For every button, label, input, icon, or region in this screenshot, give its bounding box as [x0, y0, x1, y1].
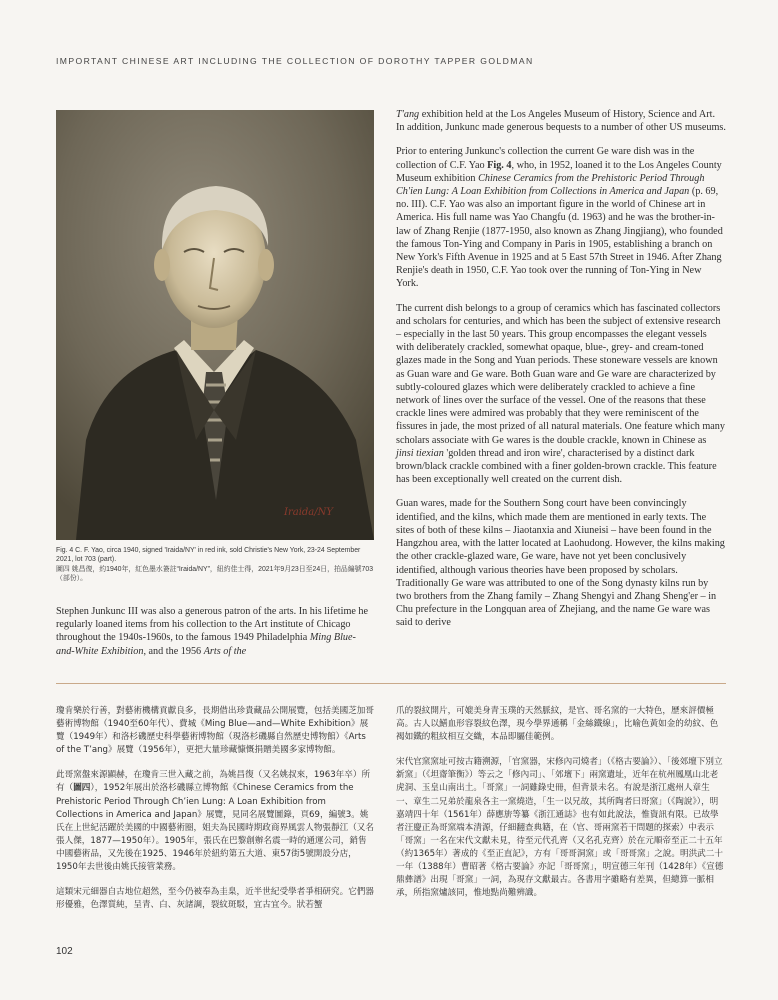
paragraph [56, 605, 374, 658]
paragraph: Guan wares, made for the Southern Song court have been convincingly identified, and the kilns, which made them are mentioned in early texts. The sites of both of these kilns – Jiaotanxia and Xiuneisi – have been found in the Hangzhou area, with the latter located at Laohudong. However, the kilns making the other crackle-glazed ware, Ge ware, have not yet been conclusively identified, although various theories have been proposed by scholars. Traditionally Ge ware was attributed to one of the Song dynasty kilns run by two brothers from the Zhang family – Zhang Shengyi and Zhang Sheng'er – in Chu prefecture in the Longquan area of Zhejiang, and the name Ge ware was said to derive [396, 498, 725, 629]
paragraph: 爪的裂紋開片，可媲美身青玉璞的天然脈紋，是官、哥名窯的一大特色，歷來評價極高。古人以鱔血形容裂紋色澤，現今學界通稱「金絲鐵線」，比喻色黃如金的幼紋、色褐如鐵的粗紋相互交織，本品即屬佳範例。 [396, 706, 719, 743]
paragraph [56, 769, 374, 874]
text-run: (p. 69, no. III). C.F. Yao was also an important figure in the world of Chinese art in America. His full name was Yao Changfu (d. 1963) and he was the brother-in-law of Zhang Renjie (1877-1950, also known as Zhang Jingjiang), who founded the famous Ton-Ying and Company in Paris in 1905, establishing a branch on New York's Fifth Avenue in 1925 and at 5 East 57th Street in 1946. After Zhang Renjie's death in 1950, C.F. Yao took over the running of Ton-Ying in New York. [396, 186, 723, 290]
text-run: 'golden thread and iron wire', characterised by a distinct dark brown/black crackle combined with a finer golden-brown crackle. This feature has been exceptionally well created on the current dish. [396, 447, 717, 486]
paragraph [396, 108, 726, 134]
paragraph: 宋代官窯窯址可按古籍溯源，「官窯器，宋修內司燒者」（《格古要論》）、「後郊壇下別立新窯」（《坦齋筆衡》）等云之「修內司」、「郊壇下」兩窯遺址，近年在杭州鳳凰山北老虎洞、玉皇山南出土。「哥窯」一詞雖錄史冊，但背景未名。有說是浙江處州人章生一、章生二兄弟於龍泉各主一窯燒造，「生一以兄故，其所陶者曰哥窯」（《陶說》），明嘉靖四十年（1561年）薛應旂等纂《浙江通誌》也有如此說法，惟資訊有限。已故學者汪慶正為哥窯端本清源，仔細翻查典籍，在（官、哥兩窯若干問題的探索）中表示「哥窯」一名在宋代文獻未見，待至元代孔齊（又名孔克齊）於在元順帝至正二十五年（約1365年）著成的《至正直記》，方有「哥哥洞窯」或「哥哥窯」之說。明洪武二十一年（1388年）曹昭著《格古要論》亦記「哥哥窯」，明宣德三年刊（1428年）《宣德鼎彝譜》出現「哥窯」一詞，為現存文獻最古。各書用字雖略有差異，但總算一脈相承，所指窯爐該同，惟地點尚難辨識。 [396, 757, 724, 899]
paragraph [396, 145, 726, 290]
right-column-chinese [396, 705, 726, 912]
text-run: , who, in 1952, loaned it to the Los Angeles County Museum exhibition [396, 159, 722, 184]
figure-reference: 圖四 [73, 783, 91, 794]
text-run: 此哥窯盤來源顯赫，在瓊肯三世入藏之前，為姚昌復（又名姚叔來，1963年卒）所有（ [56, 770, 371, 794]
text-run: , and the 1956 [143, 645, 204, 657]
text-run: Stephen Junkunc III was also a generous patron of the arts. In his lifetime he regularly loaned items from his collection to the Art institute of Chicago throughout the 1940s-1960s, to the famous 1949 Philadelphia [56, 606, 369, 644]
exhibition-title: Chinese Ceramics from the Prehistoric Period Through Ch'ien Lung: A Loan Exhibition from Collections in America and Japan [396, 172, 705, 198]
portrait-illustration [56, 110, 374, 540]
right-column-english [396, 108, 726, 641]
exhibition-title: Arts of the [203, 645, 247, 657]
caption-zh: 圖四 姚昌復，約1940年，紅色墨水簽註“Iraida/NY”，紐約佳士得，2021年9月23日至24日，拍品編號703（部份）。 [56, 565, 374, 583]
svg-text:Iraida/NY: Iraida/NY [284, 507, 333, 518]
exhibition-title: Ming Blue-and-White Exhibition [56, 632, 356, 657]
text-run: ），1952年展出於洛杉磯縣立博物館《Chinese Ceramics from the Prehistoric Period Through Ch’ien Lung: A Loan Exhibition from Collections in America and Japan》展覽，見同名展覽圖錄，頁69，編號3。姚氏在上世紀活躍於美國的中國藝術圈，姐夫為民國時期政商界風雲人物張靜江（又名張人傑，1877—1950年）。1905年，張氏在巴黎創辦名震一時的通運公司，銷售中國藝術品，又先後在1925、1946年於紐約第五大道、東57街5號開設分店，1950年去世後由姚氏接管業務。 [56, 783, 374, 873]
paragraph: 這類宋元細器自古地位超然，至今仍被奉為圭臬，近半世紀受學者爭相研究。它們器形優雅，色澤質純，呈青、白、灰諸調，裂紋斑駁，宜古宜今。狀若蟹 [56, 887, 374, 911]
paragraph [396, 302, 726, 487]
text-run: The current dish belongs to a group of ceramics which has fascinated collectors and scholars for centuries, and which has been the subject of extensive research – especially in the last 50 years. This group encompasses the elegant vessels with deliberately crackled, somewhat opaque, blue-, grey- and cream-toned glazes made in the Song and Yuan periods. These stoneware vessels are known as Guan ware and Ge ware. Both Guan ware and Ge ware are characterized by subtly-coloured glazes which were deliberately crackled to achieve a fine network of lines over the surface of the vessel. One of the reasons that these crackle lines were admired was probably that they were reminiscent of the fissures in jade, the most prized of all natural materials. One feature which many scholars associate with Ge wares is the double crackle, known in Chinese as [396, 302, 725, 446]
chinese-term: jinsi tiexian [396, 447, 444, 459]
running-header: IMPORTANT CHINESE ART INCLUDING THE COLLECTION OF DOROTHY TAPPER GOLDMAN [56, 56, 534, 66]
section-divider [56, 683, 726, 684]
paragraph: 瓊肯樂於行善，對藝術機構貢獻良多，長期借出珍貴藏品公開展覽，包括美國芝加哥藝術博物館（1940至60年代）、費城《Ming Blue—and—White Exhibition》展覽（1949年）和洛杉磯歷史科學藝術博物館（現洛杉磯縣自然歷史博物館）《Arts of the T’ang》展覽（1956年），更把大量珍藏慷慨捐贈美國多家博物館。 [56, 706, 374, 756]
text-run: Prior to entering Junkunc's collection the current Ge ware dish was in the collection of C.F. Yao [396, 146, 695, 171]
text-run: exhibition held at the Los Angeles Museum of History, Science and Art. In addition, Junkunc made generous bequests to a number of other US museums. [396, 109, 726, 134]
figure-reference: Fig. 4 [487, 159, 512, 171]
left-column-chinese [56, 705, 374, 924]
portrait-photo [56, 110, 374, 540]
page-number: 102 [56, 946, 73, 957]
exhibition-title: T'ang [396, 109, 420, 120]
caption-en: Fig. 4 C. F. Yao, circa 1940, signed 'Iraida/NY' in red ink, sold Christie's New York, 23-24 September 2021, lot 703 (part). [56, 547, 361, 564]
left-column-english [56, 605, 374, 669]
figure-caption [56, 546, 374, 584]
